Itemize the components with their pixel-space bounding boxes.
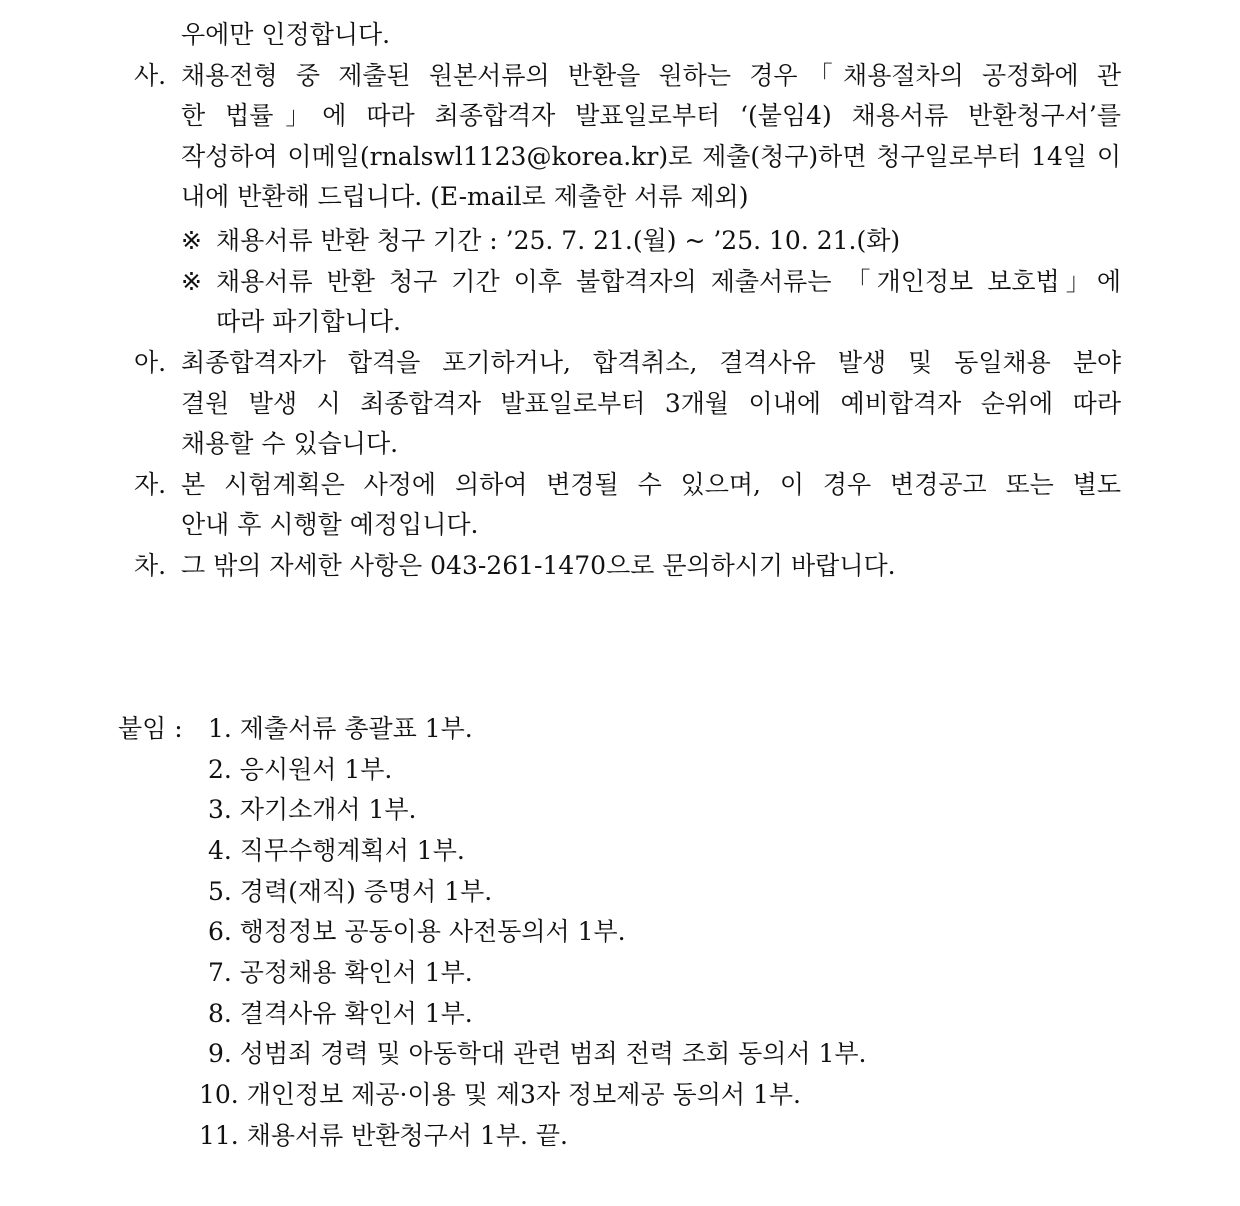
attachment-item: 10. 개인정보 제공·이용 및 제3자 정보제공 동의서 1부. xyxy=(199,1080,801,1109)
attachment-item: 4. 직무수행계획서 1부. xyxy=(208,836,465,865)
note-mark: ※ xyxy=(181,226,202,255)
item-line: 채용할 수 있습니다. xyxy=(181,429,399,458)
item-line: 내에 반환해 드립니다. (E-mail로 제출한 서류 제외) xyxy=(181,182,749,211)
note-line: 따라 파기합니다. xyxy=(216,307,401,336)
note-mark: ※ xyxy=(181,267,202,296)
item-marker: 차. xyxy=(134,551,167,580)
item-line: 채용전형 중 제출된 원본서류의 반환을 원하는 경우「채용절차의 공정화에 관 xyxy=(181,61,1121,90)
attachment-item: 2. 응시원서 1부. xyxy=(208,755,393,784)
attachment-item: 11. 채용서류 반환청구서 1부. 끝. xyxy=(199,1121,568,1150)
attachment-item: 9. 성범죄 경력 및 아동학대 관련 범죄 전력 조회 동의서 1부. xyxy=(208,1039,867,1068)
attachment-item: 1. 제출서류 총괄표 1부. xyxy=(208,714,473,743)
item-line: 한 법률」에 따라 최종합격자 발표일로부터 ‘(붙임4) 채용서류 반환청구서’를 xyxy=(181,101,1121,130)
attachment-item: 8. 결격사유 확인서 1부. xyxy=(208,999,473,1028)
section-continuation: 우에만 인정합니다. xyxy=(181,20,391,49)
item-marker: 아. xyxy=(134,348,167,377)
note-line: 채용서류 반환 청구 기간 : ’25. 7. 21.(월) ~ ’25. 10. 21.(화) xyxy=(216,226,901,255)
item-line: 결원 발생 시 최종합격자 발표일로부터 3개월 이내에 예비합격자 순위에 따라 xyxy=(181,389,1121,418)
item-line: 최종합격자가 합격을 포기하거나, 합격취소, 결격사유 발생 및 동일채용 분야 xyxy=(181,348,1121,377)
attachment-item: 6. 행정정보 공동이용 사전동의서 1부. xyxy=(208,917,626,946)
attachment-item: 3. 자기소개서 1부. xyxy=(208,795,417,824)
note-line: 채용서류 반환 청구 기간 이후 불합격자의 제출서류는 「개인정보 보호법」에 xyxy=(216,267,1121,296)
attachment-item: 5. 경력(재직) 증명서 1부. xyxy=(208,877,493,906)
item-marker: 자. xyxy=(134,470,167,499)
item-marker: 사. xyxy=(134,61,167,90)
attachment-item: 7. 공정채용 확인서 1부. xyxy=(208,958,473,987)
item-line: 안내 후 시행할 예정입니다. xyxy=(181,510,479,539)
attachments-label: 붙임 : xyxy=(118,714,183,743)
item-line: 본 시험계획은 사정에 의하여 변경될 수 있으며, 이 경우 변경공고 또는 별도 xyxy=(181,470,1121,499)
item-line: 그 밖의 자세한 사항은 043-261-1470으로 문의하시기 바랍니다. xyxy=(181,551,896,580)
item-line: 작성하여 이메일(rnalswl1123@korea.kr)로 제출(청구)하면 청구일로부터 14일 이 xyxy=(181,142,1121,171)
